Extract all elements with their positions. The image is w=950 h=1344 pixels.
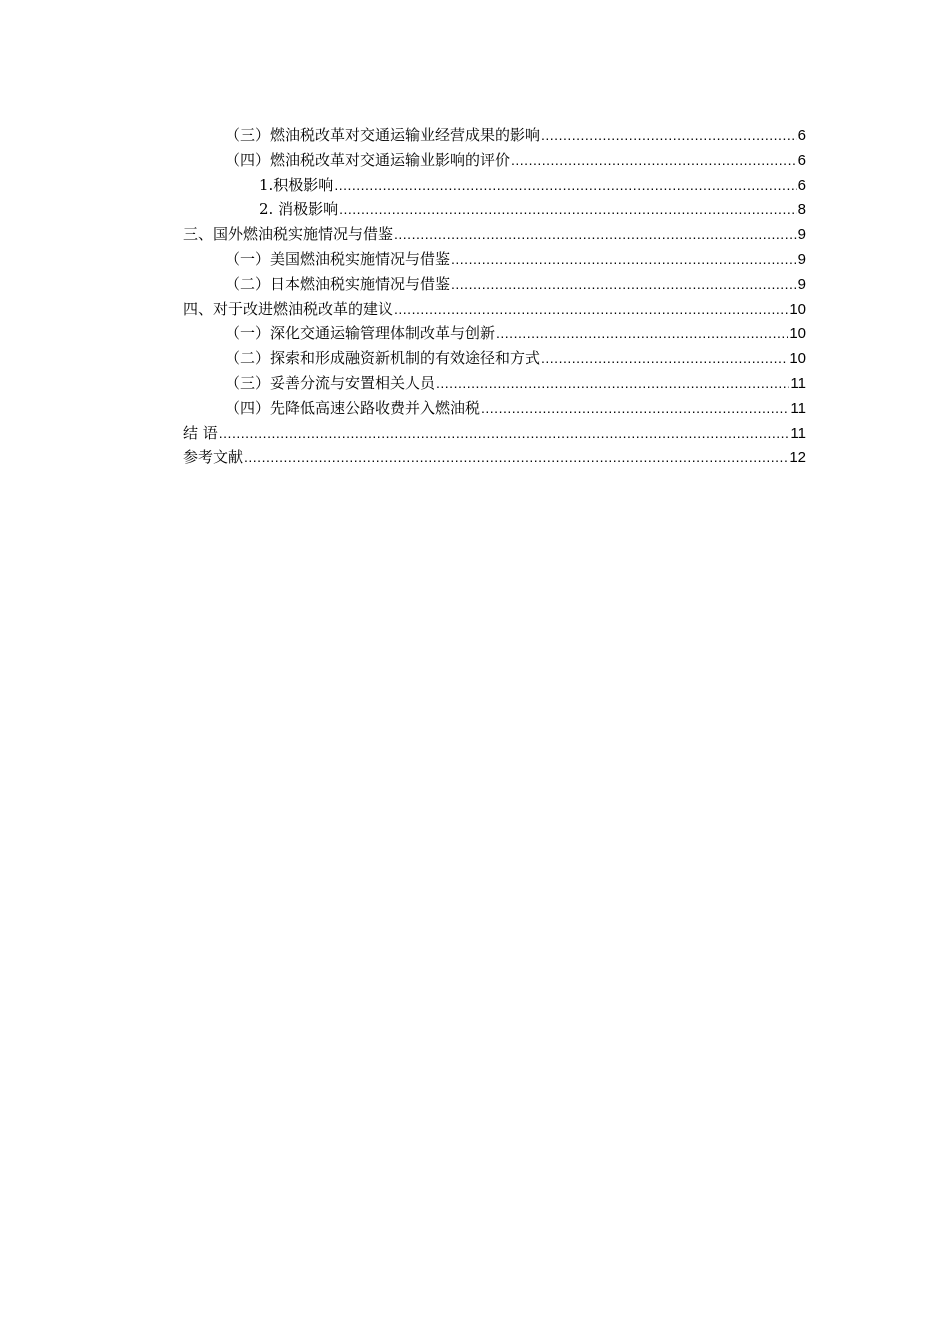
toc-dot-leader xyxy=(481,396,789,421)
toc-entry-title: （一）美国燃油税实施情况与借鉴 xyxy=(225,249,451,268)
toc-entry[interactable] xyxy=(183,123,806,148)
toc-entry-page: 9 xyxy=(797,226,806,244)
toc-entry-title: （三）妥善分流与安置相关人员 xyxy=(225,373,436,392)
toc-entry[interactable] xyxy=(183,173,806,198)
toc-entry-page: 6 xyxy=(797,176,806,194)
toc-entry-page: 11 xyxy=(790,374,806,392)
toc-entry-page: 10 xyxy=(789,350,806,368)
toc-entry[interactable] xyxy=(183,421,806,446)
toc-entry-title: （一）深化交通运输管理体制改革与创新 xyxy=(225,324,496,343)
toc-entry[interactable] xyxy=(183,297,806,322)
toc-entry-title: 三、国外燃油税实施情况与借鉴 xyxy=(183,225,394,244)
toc-entry[interactable] xyxy=(183,445,806,470)
toc-dot-leader xyxy=(541,346,788,371)
toc-dot-leader xyxy=(394,222,797,247)
toc-entry[interactable] xyxy=(183,272,806,297)
toc-entry-page: 11 xyxy=(790,399,806,417)
toc-entry-title: （二）探索和形成融资新机制的有效途径和方式 xyxy=(225,349,541,368)
toc-dot-leader xyxy=(219,421,790,446)
toc-dot-leader xyxy=(334,173,796,198)
toc-entry[interactable] xyxy=(183,396,806,421)
toc-entry[interactable] xyxy=(183,222,806,247)
toc-entry-title: 结 语 xyxy=(183,423,218,442)
toc-entry-title: （四）燃油税改革对交通运输业影响的评价 xyxy=(225,150,511,169)
toc-entry-page: 6 xyxy=(797,151,806,169)
toc-entry-page: 10 xyxy=(789,325,806,343)
toc-entry[interactable] xyxy=(183,346,806,371)
toc-entry-title: 2. 消极影响 xyxy=(259,200,339,219)
toc-dot-leader xyxy=(436,371,789,396)
toc-entry-title: （三）燃油税改革对交通运输业经营成果的影响 xyxy=(225,126,541,144)
toc-entry[interactable] xyxy=(183,371,806,396)
toc-entry-title: 四、对于改进燃油税改革的建议 xyxy=(183,299,394,318)
toc-dot-leader xyxy=(511,148,797,173)
toc-dot-leader xyxy=(451,272,797,297)
toc-entry[interactable] xyxy=(183,247,806,272)
toc-dot-leader xyxy=(339,197,797,222)
toc-entry-page: 11 xyxy=(790,424,806,442)
toc-entry-page: 6 xyxy=(797,127,806,144)
toc-entry-page: 10 xyxy=(789,300,806,318)
toc-dot-leader xyxy=(451,247,797,272)
toc-entry[interactable] xyxy=(183,148,806,173)
toc-entry-title: 参考文献 xyxy=(183,448,244,467)
toc-entry-page: 8 xyxy=(797,201,806,219)
toc-entry[interactable] xyxy=(183,321,806,346)
toc-entry-page: 12 xyxy=(789,449,806,467)
toc-dot-leader xyxy=(541,123,797,148)
toc-entry-title: 1.积极影响 xyxy=(259,175,334,194)
toc-dot-leader xyxy=(496,321,788,346)
toc-dot-leader xyxy=(394,297,788,322)
toc-entry-title: （二）日本燃油税实施情况与借鉴 xyxy=(225,274,451,293)
toc-entry[interactable] xyxy=(183,197,806,222)
toc-entry-page: 9 xyxy=(797,275,806,293)
table-of-contents xyxy=(183,123,806,470)
toc-dot-leader xyxy=(244,445,788,470)
toc-entry-page: 9 xyxy=(797,250,806,268)
toc-entry-title: （四）先降低高速公路收费并入燃油税 xyxy=(225,398,481,417)
